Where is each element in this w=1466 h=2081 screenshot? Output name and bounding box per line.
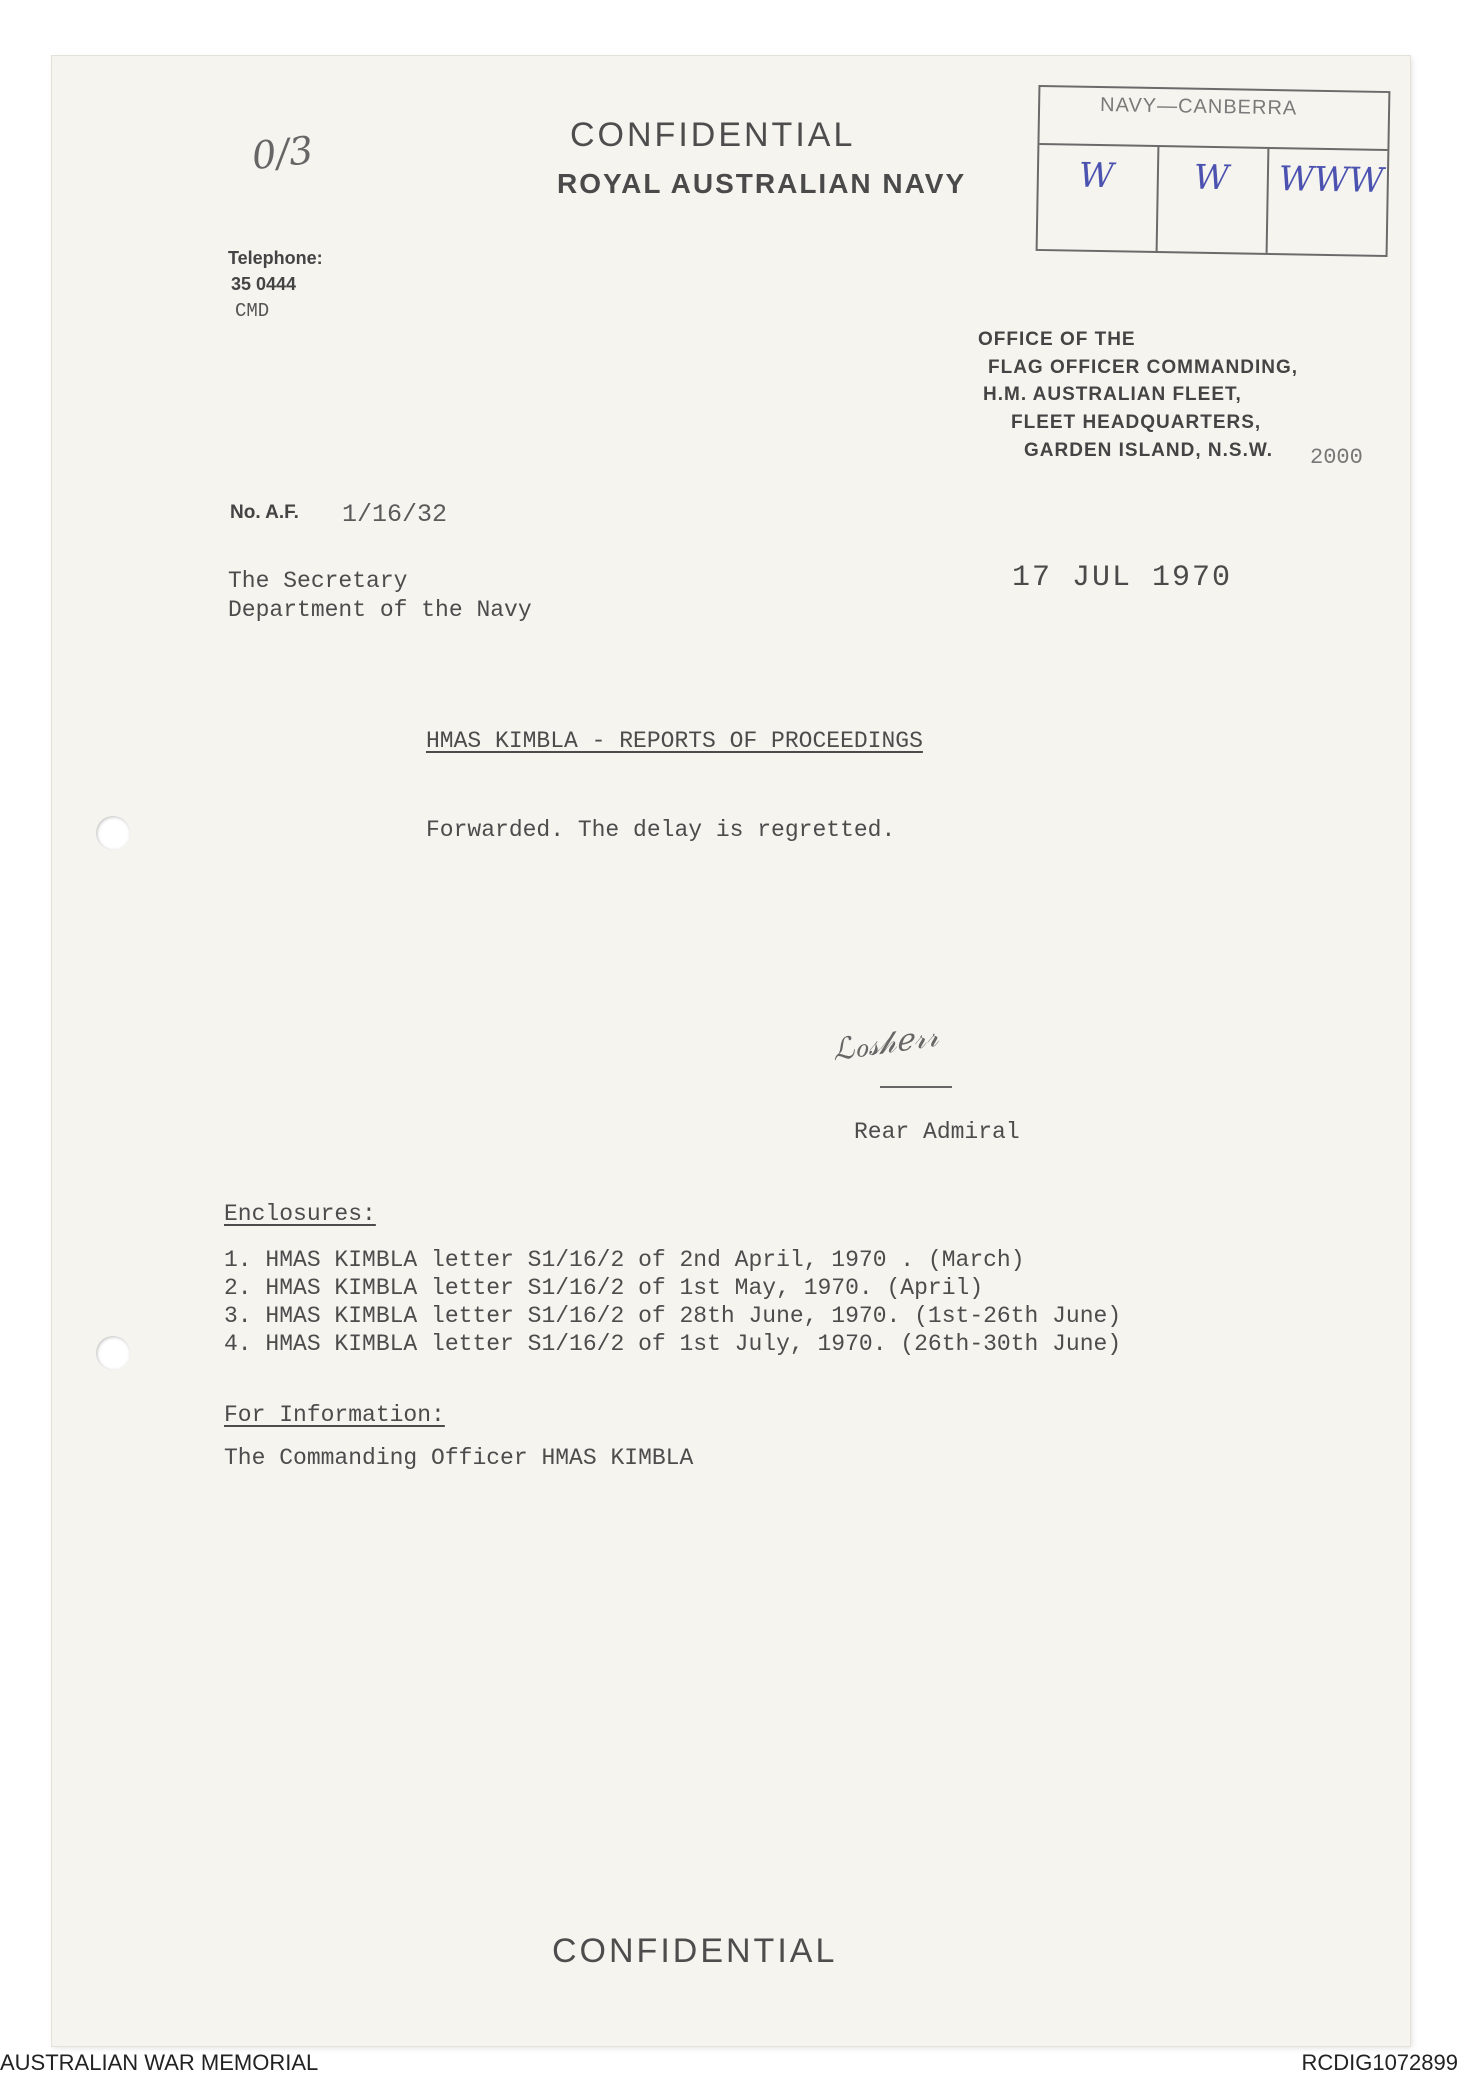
body-text: Forwarded. The delay is regretted. [426,817,896,843]
stamp-initial-2: W [1193,157,1230,199]
classification-header: CONFIDENTIAL [570,116,856,154]
for-information-heading: For Information: [224,1402,445,1428]
subject-heading: HMAS KIMBLA - REPORTS OF PROCEEDINGS [426,728,923,754]
registry-stamp-title: NAVY—CANBERRA [1099,94,1298,120]
addressee-line-2: Department of the Navy [228,597,532,623]
signature-underline [880,1086,952,1088]
archive-reference: RCDIG1072899 [1301,2050,1458,2075]
stamp-initial-3: WWW [1278,159,1385,201]
enclosure-item: 1. HMAS KIMBLA letter S1/16/2 of 2nd April, 1970 . (March) [224,1247,1025,1273]
enclosure-item: 4. HMAS KIMBLA letter S1/16/2 of 1st July, 1970. (26th-30th June) [224,1331,1122,1357]
for-information-recipient: The Commanding Officer HMAS KIMBLA [224,1445,694,1471]
archive-name: AUSTRALIAN WAR MEMORIAL [0,2050,319,2075]
punch-hole-top [96,816,130,850]
postcode: 2000 [1310,445,1363,470]
document-page [52,56,1410,2046]
addressee-line-1: The Secretary [228,568,408,594]
office-line-4: FLEET HEADQUARTERS, [1011,412,1262,433]
registry-stamp [1036,85,1391,257]
signatory-title: Rear Admiral [854,1119,1020,1145]
pencil-annotation: 0/3 [249,127,316,179]
enclosure-item: 2. HMAS KIMBLA letter S1/16/2 of 1st May, 1970. (April) [224,1275,984,1301]
reference-number: 1/16/32 [342,500,448,529]
office-line-3: H.M. AUSTRALIAN FLEET, [983,384,1242,405]
enclosure-item: 3. HMAS KIMBLA letter S1/16/2 of 28th June, 1970. (1st-26th June) [224,1303,1122,1329]
enclosures-heading: Enclosures: [224,1201,376,1227]
punch-hole-bottom [96,1336,130,1370]
date-stamp: 17 JUL 1970 [1012,561,1233,595]
telephone-extension: CMD [235,300,270,322]
classification-footer: CONFIDENTIAL [552,1932,838,1970]
stamp-divider-horizontal [1039,143,1387,151]
telephone-number: 35 0444 [231,274,297,294]
office-line-2: FLAG OFFICER COMMANDING, [988,357,1299,378]
office-line-1: OFFICE OF THE [978,329,1136,350]
signature: ℒℴ𝓈𝒽ℯ𝓇𝓇 [830,1018,941,1069]
office-line-5: GARDEN ISLAND, N.S.W. [1024,440,1274,461]
reference-label: No. A.F. [230,502,299,523]
stamp-divider-vertical [1156,145,1160,251]
organisation-name: ROYAL AUSTRALIAN NAVY [557,168,967,199]
telephone-label: Telephone: [228,248,323,268]
stamp-divider-vertical [1266,147,1270,253]
stamp-initial-1: W [1078,155,1115,197]
